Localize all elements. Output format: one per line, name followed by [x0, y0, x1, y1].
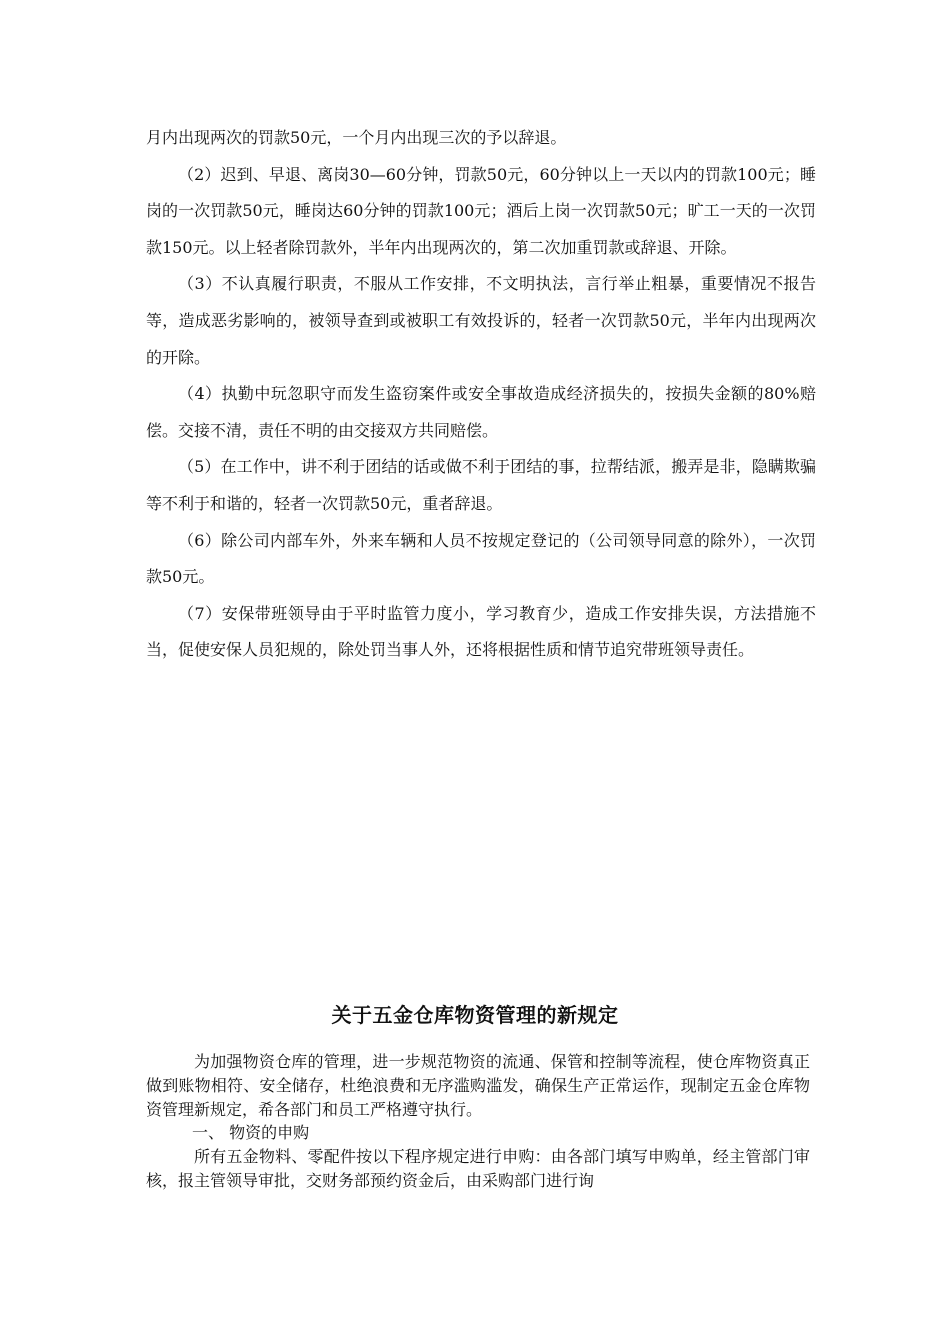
- rule-item-6: （6）除公司内部车外，外来车辆和人员不按规定登记的（公司领导同意的除外），一次罚款50元。: [146, 530, 816, 587]
- rule-item-7: （7）安保带班领导由于平时监管力度小，学习教育少，造成工作安排失误，方法措施不当，促使安保人员犯规的，除处罚当事人外，还将根据性质和情节追究带班领导责任。: [146, 603, 816, 660]
- document-title: 关于五金仓库物资管理的新规定: [331, 1003, 619, 1027]
- procurement-paragraph: 所有五金物料、零配件按以下程序规定进行申购：由各部门填写申购单，经主管部门审核，报主管领导审批，交财务部预约资金后，由采购部门进行询: [146, 1147, 810, 1190]
- rule-item-5: （5）在工作中，讲不利于团结的话或做不利于团结的事，拉帮结派，搬弄是非，隐瞒欺骗等不利于和谐的，轻者一次罚款50元，重者辞退。: [146, 457, 816, 513]
- rule-item-4: （4）执勤中玩忽职守而发生盗窃案件或安全事故造成经济损失的，按损失金额的80%赔偿。交接不清，责任不明的由交接双方共同赔偿。: [146, 384, 816, 440]
- rule-item-3: （3）不认真履行职责，不服从工作安排，不文明执法，言行举止粗暴，重要情况不报告等，造成恶劣影响的，被领导查到或被职工有效投诉的，轻者一次罚款50元，半年内出现两次的开除。: [146, 274, 816, 367]
- paragraph-continuation: 月内出现两次的罚款50元，一个月内出现三次的予以辞退。: [146, 128, 567, 147]
- penalty-rules-section: [146, 120, 816, 669]
- section-heading-procurement: 一、 物资的申购: [192, 1123, 310, 1143]
- warehouse-rules-section: [146, 1050, 810, 1193]
- rule-item-2: （2）迟到、早退、离岗30—60分钟，罚款50元，60分钟以上一天以内的罚款100元；睡岗的一次罚款50元，睡岗达60分钟的罚款100元；酒后上岗一次罚款50元；旷工一天的一次罚款150元。以上轻者除罚款外，半年内出现两次的，第二次加重罚款或辞退、开除。: [146, 164, 816, 257]
- intro-paragraph: 为加强物资仓库的管理，进一步规范物资的流通、保管和控制等流程，使仓库物资真正做到账物相符、安全储存，杜绝浪费和无序滥购滥发，确保生产正常运作，现制定五金仓库物资管理新规定，希各部门和员工严格遵守执行。: [146, 1052, 810, 1119]
